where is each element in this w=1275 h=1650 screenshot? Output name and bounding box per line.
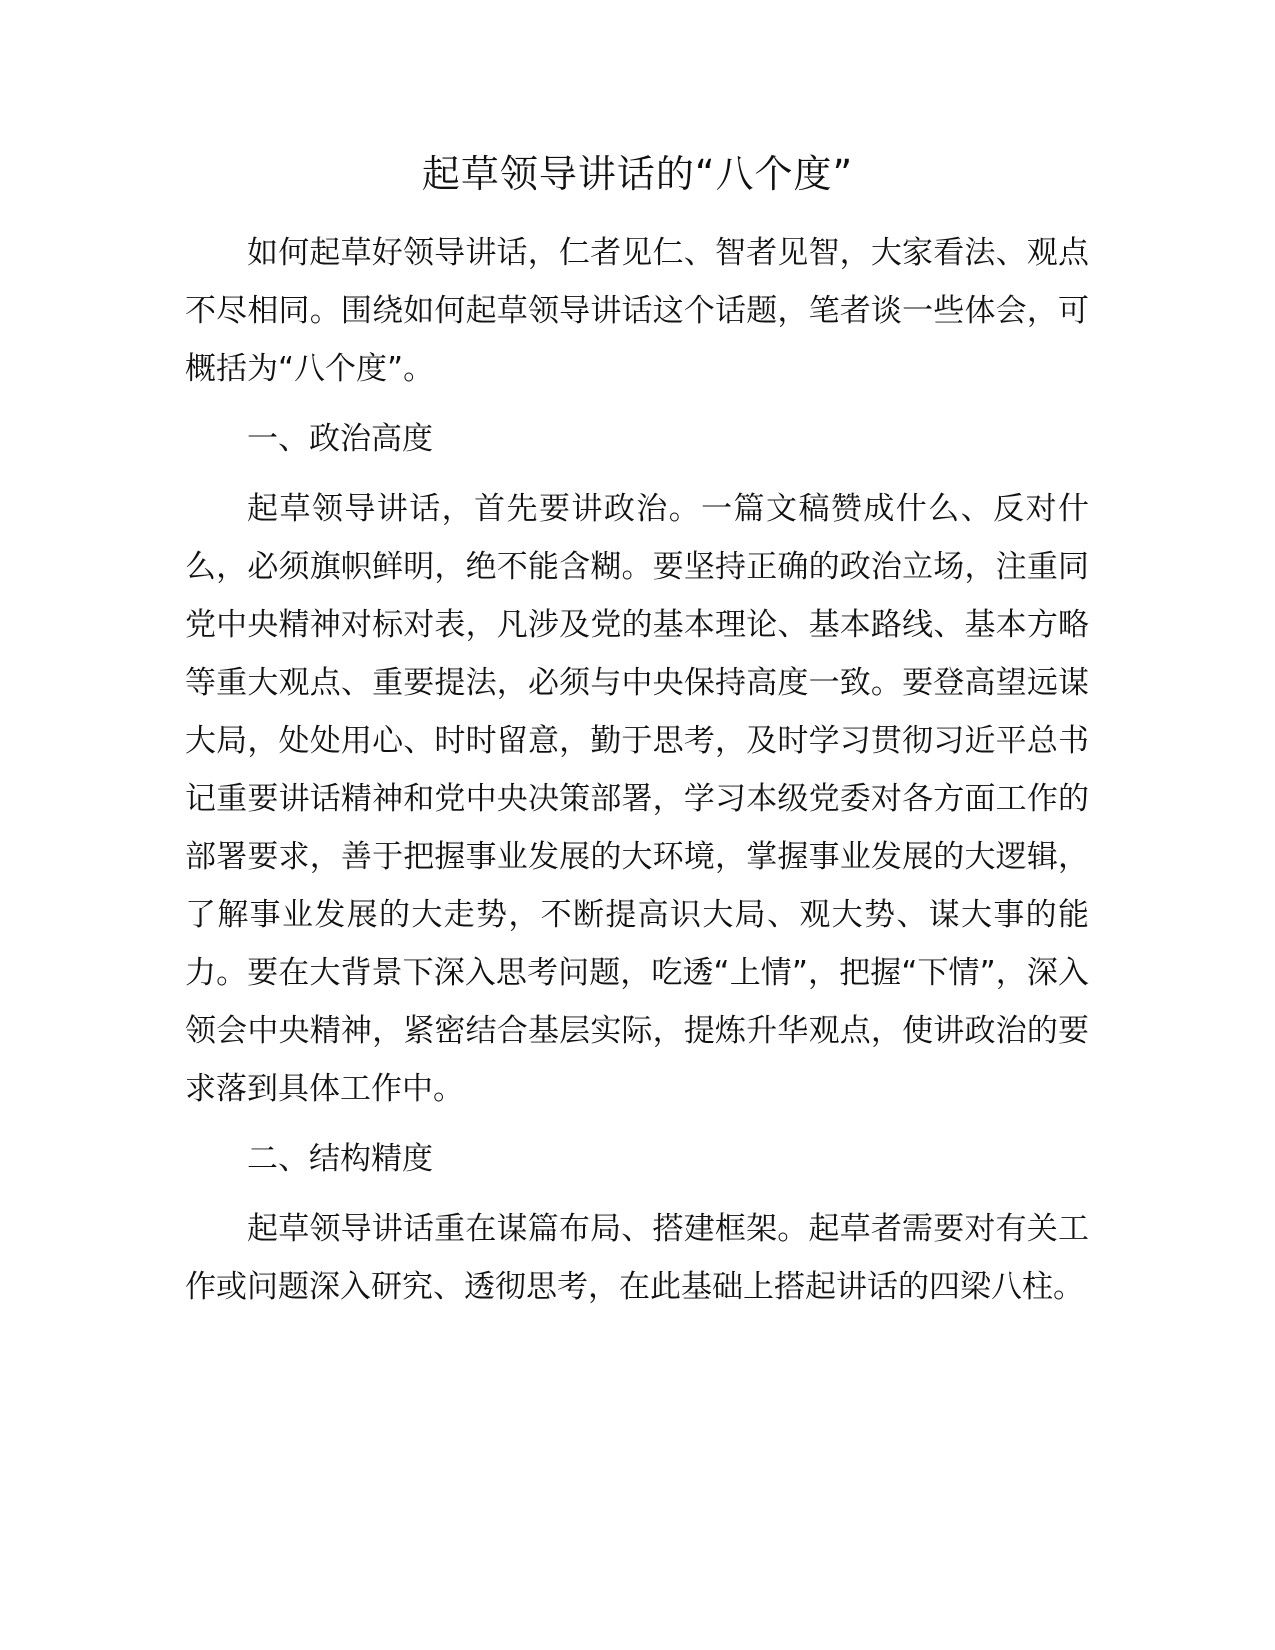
document-title: 起草领导讲话的“八个度”: [421, 152, 854, 196]
intro-paragraph: 如何起草好领导讲话，仁者见仁、智者见智，大家看法、观点不尽相同。围绕如何起草领导讲话这个话题，笔者谈一些体会，可概括为“八个度”。: [185, 235, 1089, 387]
section-paragraph-structure: 起草领导讲话重在谋篇布局、搭建框架。起草者需要对有关工作或问题深入研究、透彻思考，在此基础上搭起讲话的四梁八柱。: [185, 1211, 1089, 1305]
section-heading-structure: 二、结构精度: [247, 1141, 433, 1177]
document-body: [185, 224, 1089, 1316]
section-paragraph-political: 起草领导讲话，首先要讲政治。一篇文稿赞成什么、反对什么，必须旗帜鲜明，绝不能含糊。要坚持正确的政治立场，注重同党中央精神对标对表，凡涉及党的基本理论、基本路线、基本方略等重大观点、重要提法，必须与中央保持高度一致。要登高望远谋大局，处处用心、时时留意，勤于思考，及时学习贯彻习近平总书记重要讲话精神和党中央决策部署，学习本级党委对各方面工作的部署要求，善于把握事业发展的大环境，掌握事业发展的大逻辑，了解事业发展的大走势，不断提高识大局、观大势、谋大事的能力。要在大背景下深入思考问题，吃透“上情”，把握“下情”，深入领会中央精神，紧密结合基层实际，提炼升华观点，使讲政治的要求落到具体工作中。: [185, 491, 1089, 1107]
section-heading-political: 一、政治高度: [247, 421, 433, 457]
